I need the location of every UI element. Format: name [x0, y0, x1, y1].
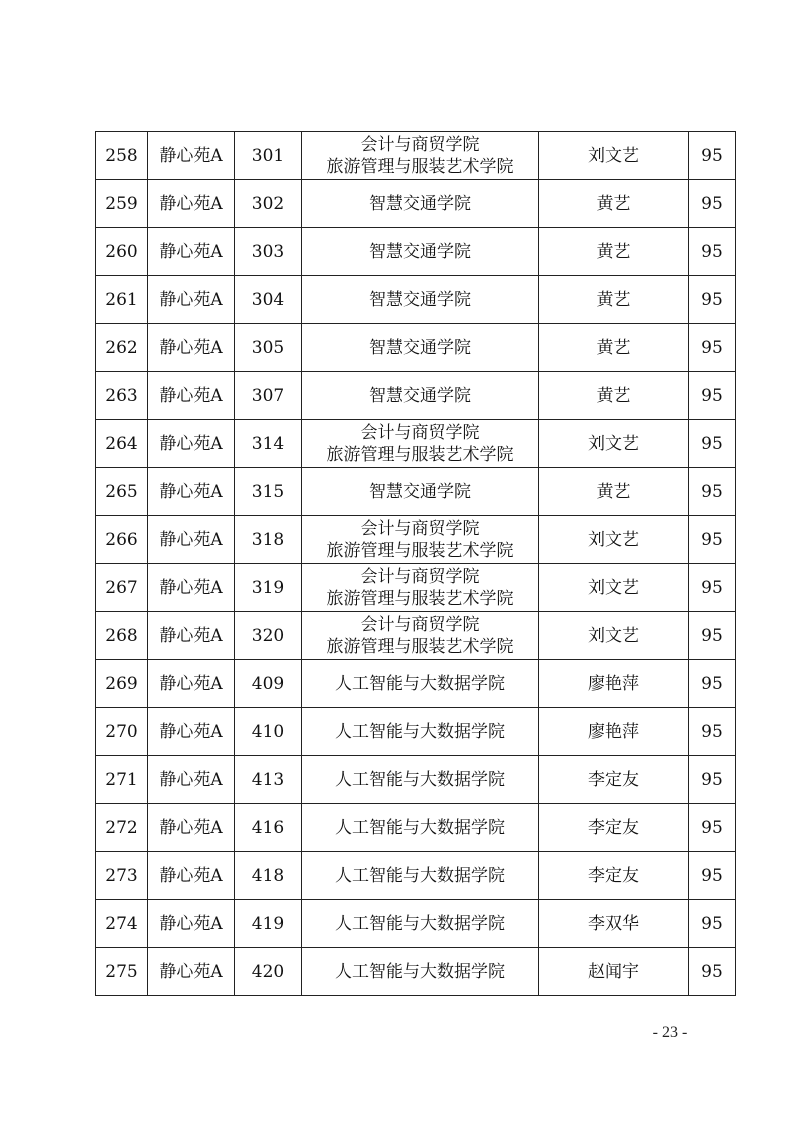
score-cell: 95	[689, 756, 736, 804]
score-cell: 95	[689, 852, 736, 900]
room-number-cell: 419	[235, 900, 302, 948]
person-in-charge-cell: 李定友	[539, 804, 689, 852]
row-number-cell: 261	[96, 276, 148, 324]
college-cell: 人工智能与大数据学院	[302, 708, 539, 756]
person-in-charge-cell: 李定友	[539, 756, 689, 804]
score-cell: 95	[689, 276, 736, 324]
room-number-cell: 302	[235, 180, 302, 228]
table-row	[96, 852, 736, 900]
building-cell: 静心苑A	[148, 132, 235, 180]
table-row	[96, 180, 736, 228]
row-number-cell: 262	[96, 324, 148, 372]
room-number-cell: 410	[235, 708, 302, 756]
college-cell: 会计与商贸学院 旅游管理与服装艺术学院	[302, 564, 539, 612]
college-cell: 会计与商贸学院 旅游管理与服装艺术学院	[302, 612, 539, 660]
person-in-charge-cell: 廖艳萍	[539, 660, 689, 708]
table-row	[96, 756, 736, 804]
college-cell: 智慧交通学院	[302, 228, 539, 276]
score-cell: 95	[689, 564, 736, 612]
row-number-cell: 272	[96, 804, 148, 852]
room-number-cell: 304	[235, 276, 302, 324]
table-row	[96, 564, 736, 612]
row-number-cell: 263	[96, 372, 148, 420]
building-cell: 静心苑A	[148, 804, 235, 852]
room-number-cell: 320	[235, 612, 302, 660]
college-cell: 人工智能与大数据学院	[302, 756, 539, 804]
table-row	[96, 132, 736, 180]
dormitory-score-table	[95, 131, 736, 996]
room-number-cell: 314	[235, 420, 302, 468]
row-number-cell: 275	[96, 948, 148, 996]
person-in-charge-cell: 黄艺	[539, 180, 689, 228]
table-row	[96, 948, 736, 996]
college-cell: 人工智能与大数据学院	[302, 804, 539, 852]
room-number-cell: 305	[235, 324, 302, 372]
person-in-charge-cell: 赵闻宇	[539, 948, 689, 996]
college-cell: 人工智能与大数据学院	[302, 948, 539, 996]
table-row	[96, 228, 736, 276]
building-cell: 静心苑A	[148, 180, 235, 228]
building-cell: 静心苑A	[148, 756, 235, 804]
person-in-charge-cell: 刘文艺	[539, 132, 689, 180]
person-in-charge-cell: 黄艺	[539, 468, 689, 516]
college-cell: 会计与商贸学院 旅游管理与服装艺术学院	[302, 420, 539, 468]
college-cell: 智慧交通学院	[302, 468, 539, 516]
room-number-cell: 418	[235, 852, 302, 900]
college-cell: 智慧交通学院	[302, 276, 539, 324]
person-in-charge-cell: 刘文艺	[539, 612, 689, 660]
row-number-cell: 271	[96, 756, 148, 804]
college-cell: 会计与商贸学院 旅游管理与服装艺术学院	[302, 516, 539, 564]
page-number: - 23 -	[652, 1024, 688, 1041]
college-cell: 会计与商贸学院 旅游管理与服装艺术学院	[302, 132, 539, 180]
room-number-cell: 307	[235, 372, 302, 420]
room-number-cell: 315	[235, 468, 302, 516]
row-number-cell: 264	[96, 420, 148, 468]
score-cell: 95	[689, 612, 736, 660]
row-number-cell: 270	[96, 708, 148, 756]
room-number-cell: 420	[235, 948, 302, 996]
score-cell: 95	[689, 708, 736, 756]
building-cell: 静心苑A	[148, 564, 235, 612]
row-number-cell: 268	[96, 612, 148, 660]
college-cell: 人工智能与大数据学院	[302, 900, 539, 948]
score-cell: 95	[689, 372, 736, 420]
row-number-cell: 269	[96, 660, 148, 708]
college-cell: 智慧交通学院	[302, 324, 539, 372]
row-number-cell: 260	[96, 228, 148, 276]
person-in-charge-cell: 刘文艺	[539, 564, 689, 612]
score-cell: 95	[689, 660, 736, 708]
table-row	[96, 660, 736, 708]
score-cell: 95	[689, 132, 736, 180]
room-number-cell: 413	[235, 756, 302, 804]
table-row	[96, 804, 736, 852]
person-in-charge-cell: 刘文艺	[539, 516, 689, 564]
room-number-cell: 319	[235, 564, 302, 612]
college-cell: 智慧交通学院	[302, 372, 539, 420]
score-cell: 95	[689, 804, 736, 852]
building-cell: 静心苑A	[148, 612, 235, 660]
row-number-cell: 258	[96, 132, 148, 180]
score-cell: 95	[689, 228, 736, 276]
table-body	[96, 132, 736, 996]
table-row	[96, 900, 736, 948]
person-in-charge-cell: 黄艺	[539, 228, 689, 276]
table-row	[96, 324, 736, 372]
table-row	[96, 468, 736, 516]
row-number-cell: 273	[96, 852, 148, 900]
college-cell: 人工智能与大数据学院	[302, 660, 539, 708]
building-cell: 静心苑A	[148, 276, 235, 324]
table-row	[96, 708, 736, 756]
building-cell: 静心苑A	[148, 516, 235, 564]
row-number-cell: 259	[96, 180, 148, 228]
score-cell: 95	[689, 948, 736, 996]
score-cell: 95	[689, 468, 736, 516]
table-row	[96, 276, 736, 324]
score-cell: 95	[689, 324, 736, 372]
row-number-cell: 266	[96, 516, 148, 564]
row-number-cell: 265	[96, 468, 148, 516]
table-row	[96, 612, 736, 660]
person-in-charge-cell: 黄艺	[539, 324, 689, 372]
building-cell: 静心苑A	[148, 468, 235, 516]
room-number-cell: 409	[235, 660, 302, 708]
score-cell: 95	[689, 900, 736, 948]
room-number-cell: 301	[235, 132, 302, 180]
person-in-charge-cell: 黄艺	[539, 372, 689, 420]
building-cell: 静心苑A	[148, 948, 235, 996]
college-cell: 智慧交通学院	[302, 180, 539, 228]
college-cell: 人工智能与大数据学院	[302, 852, 539, 900]
table-row	[96, 516, 736, 564]
room-number-cell: 416	[235, 804, 302, 852]
building-cell: 静心苑A	[148, 660, 235, 708]
building-cell: 静心苑A	[148, 228, 235, 276]
person-in-charge-cell: 李双华	[539, 900, 689, 948]
room-number-cell: 318	[235, 516, 302, 564]
building-cell: 静心苑A	[148, 420, 235, 468]
row-number-cell: 274	[96, 900, 148, 948]
building-cell: 静心苑A	[148, 900, 235, 948]
building-cell: 静心苑A	[148, 372, 235, 420]
person-in-charge-cell: 李定友	[539, 852, 689, 900]
person-in-charge-cell: 黄艺	[539, 276, 689, 324]
building-cell: 静心苑A	[148, 324, 235, 372]
score-cell: 95	[689, 180, 736, 228]
person-in-charge-cell: 廖艳萍	[539, 708, 689, 756]
building-cell: 静心苑A	[148, 852, 235, 900]
person-in-charge-cell: 刘文艺	[539, 420, 689, 468]
table-row	[96, 372, 736, 420]
score-cell: 95	[689, 516, 736, 564]
room-number-cell: 303	[235, 228, 302, 276]
score-cell: 95	[689, 420, 736, 468]
table-row	[96, 420, 736, 468]
building-cell: 静心苑A	[148, 708, 235, 756]
row-number-cell: 267	[96, 564, 148, 612]
